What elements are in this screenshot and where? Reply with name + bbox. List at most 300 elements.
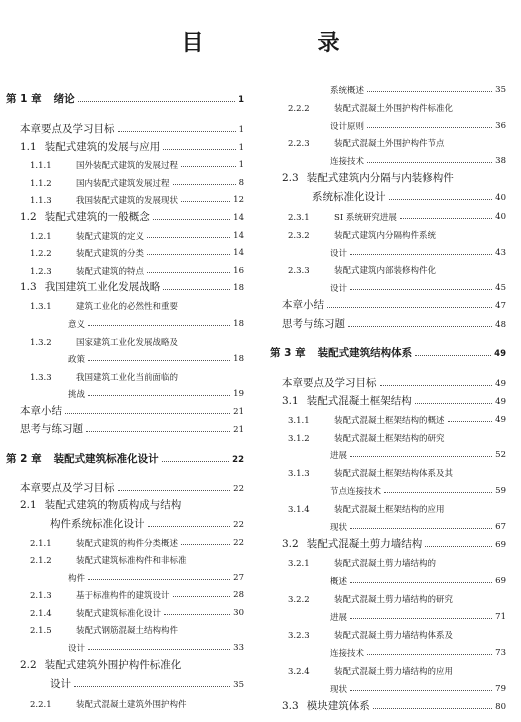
- toc-entry-text: 我国建筑工业化当前面临的: [76, 373, 179, 383]
- toc-entry-text: 构件系统标准化设计: [50, 518, 145, 530]
- toc-entry-text: 装配式建筑标准化设计: [76, 609, 162, 619]
- toc-entry-label: [30, 336, 178, 348]
- dot-leader: [74, 686, 230, 687]
- toc-entry[interactable]: [330, 151, 506, 167]
- toc-entry-text: 基于标准构件的建筑设计: [76, 591, 170, 601]
- toc-entry-label: [330, 647, 364, 659]
- toc-entry-text: 装配式建筑的分类: [76, 249, 145, 259]
- toc-entry-text: SI 系统研究进展: [334, 213, 397, 223]
- toc-entry-number: 2.1.5: [30, 626, 52, 636]
- dot-leader: [147, 254, 230, 255]
- toc-entry[interactable]: [30, 226, 244, 242]
- toc-entry-label: [20, 279, 160, 294]
- page-number: 30: [233, 608, 244, 618]
- toc-entry[interactable]: [20, 420, 244, 436]
- toc-entry-text: 装配式建筑的发展与应用: [44, 141, 161, 153]
- toc-entry-number: 2.1: [20, 499, 37, 511]
- toc-entry[interactable]: [288, 589, 506, 605]
- toc-entry-label: [330, 575, 347, 587]
- toc-entry[interactable]: [6, 90, 244, 106]
- page-number: 52: [495, 450, 506, 460]
- toc-entry[interactable]: [288, 499, 506, 515]
- toc-entry[interactable]: [282, 697, 506, 713]
- toc-entry-number: 1.1.3: [30, 196, 52, 206]
- toc-entry-text: 装配式混凝土剪力墙结构: [306, 538, 423, 550]
- toc-entry-text: 国内装配式建筑发展过程: [76, 179, 170, 189]
- toc-entry[interactable]: [330, 571, 506, 587]
- page-number: 49: [495, 379, 506, 389]
- toc-entry[interactable]: [330, 643, 506, 659]
- toc-entry-text: 连接技术: [330, 157, 365, 167]
- toc-entry-number: 2.1.1: [30, 539, 52, 549]
- toc-entry[interactable]: [288, 225, 506, 241]
- toc-entry-number: 2.1.3: [30, 591, 52, 601]
- toc-entry-label: [288, 629, 453, 641]
- toc-entry-number: 1.1.1: [30, 161, 52, 171]
- page-title: 目 录: [181, 30, 386, 56]
- page-number: 35: [233, 680, 244, 690]
- toc-entry[interactable]: [30, 367, 244, 383]
- toc-entry-text: 挑战: [68, 390, 86, 400]
- toc-entry-label: [330, 84, 364, 96]
- toc-entry-text: 现状: [330, 685, 348, 695]
- toc-entry-text: 装配式混凝土框架结构体系及其: [334, 469, 454, 479]
- toc-entry-label: [330, 485, 381, 497]
- dot-leader: [86, 431, 230, 432]
- dot-leader: [88, 395, 230, 396]
- toc-entry-text: 设计原则: [330, 122, 365, 132]
- toc-entry-text: 概述: [330, 577, 348, 587]
- toc-entry-label: [6, 91, 75, 106]
- toc-entry-text: 装配式混凝土建筑外围护构件: [76, 700, 187, 710]
- toc-entry[interactable]: [30, 332, 244, 348]
- toc-entry[interactable]: [30, 261, 244, 277]
- dot-leader: [118, 131, 236, 132]
- toc-entry-text: 装配式建筑结构体系: [317, 347, 413, 359]
- toc-entry[interactable]: [68, 314, 244, 330]
- toc-entry-label: [30, 159, 178, 171]
- toc-entry-number: 1.2.3: [30, 267, 52, 277]
- toc-entry[interactable]: [282, 315, 506, 331]
- toc-entry-text: 装配式建筑的定义: [76, 232, 145, 242]
- toc-entry-label: [30, 607, 161, 619]
- toc-entry-text: 设计: [330, 249, 348, 259]
- page-number: 14: [233, 213, 244, 223]
- toc-entry-label: [330, 120, 364, 132]
- toc-entry[interactable]: [330, 116, 506, 132]
- toc-entry[interactable]: [288, 410, 506, 426]
- toc-entry[interactable]: [20, 278, 244, 294]
- toc-entry[interactable]: [30, 243, 244, 259]
- dot-leader: [373, 708, 492, 709]
- page-number: 1: [238, 125, 244, 135]
- toc-entry[interactable]: [330, 243, 506, 259]
- toc-entry-label: [288, 229, 436, 241]
- page-number: 1: [238, 95, 244, 105]
- dot-leader: [78, 101, 235, 102]
- toc-entry[interactable]: [50, 515, 244, 531]
- toc-entry-text: 设计: [50, 678, 71, 690]
- toc-entry-label: [50, 676, 71, 691]
- toc-entry-label: [270, 345, 412, 360]
- dot-leader: [173, 184, 236, 185]
- toc-entry-text: 建筑工业化的必然性和重要: [76, 302, 179, 312]
- toc-entry-label: [330, 449, 347, 461]
- toc-entry-text: 系统标准化设计: [312, 191, 386, 203]
- toc-entry[interactable]: [330, 445, 506, 461]
- dot-leader: [350, 618, 492, 619]
- toc-entry-text: 装配式建筑的构件分类概述: [76, 539, 179, 549]
- toc-entry[interactable]: [288, 463, 506, 479]
- toc-entry-label: [6, 451, 159, 466]
- toc-entry-label: [30, 554, 187, 566]
- toc-entry-number: 3.1.4: [288, 505, 310, 515]
- toc-entry-number: 1.2.1: [30, 232, 52, 242]
- toc-entry-text: 装配式建筑标准构件和非标准: [76, 556, 187, 566]
- dot-leader: [163, 289, 230, 290]
- toc-entry-text: 装配式混凝土外围护构件标准化: [334, 104, 454, 114]
- toc-entry-number: 3.2.3: [288, 631, 310, 641]
- page-number: 16: [233, 266, 244, 276]
- toc-entry-number: 3.1.2: [288, 434, 310, 444]
- toc-entry-label: [20, 657, 181, 672]
- toc-entry-label: [68, 388, 85, 400]
- page-number: 14: [233, 231, 244, 241]
- toc-entry-number: 2.2: [20, 659, 37, 671]
- toc-entry-label: [330, 247, 347, 259]
- toc-entry-label: [288, 102, 453, 114]
- toc-entry-text: 装配式建筑外围护构件标准化: [44, 659, 182, 671]
- page-number: 40: [495, 212, 506, 222]
- toc-entry[interactable]: [68, 349, 244, 365]
- toc-entry[interactable]: [20, 208, 244, 224]
- page-number: 67: [495, 522, 506, 532]
- page-number: 27: [233, 573, 244, 583]
- toc-entry-text: 本章要点及学习目标: [20, 482, 115, 494]
- toc-entry-label: [20, 121, 115, 136]
- dot-leader: [448, 421, 493, 422]
- page-number: 43: [495, 248, 506, 258]
- toc-entry-text: 本章小结: [20, 405, 62, 417]
- page-number: 19: [233, 389, 244, 399]
- page-number: 28: [233, 590, 244, 600]
- toc-entry[interactable]: [30, 173, 244, 189]
- dot-leader: [181, 201, 230, 202]
- toc-entry-text: 绪论: [53, 93, 75, 105]
- toc-entry-number: 1.1: [20, 141, 37, 153]
- toc-entry-number: 2.2.1: [30, 700, 52, 710]
- toc-entry-number: 2.2.3: [288, 139, 310, 149]
- page-number: 35: [495, 85, 506, 95]
- dot-leader: [65, 413, 230, 414]
- toc-entry-number: 第 1 章: [6, 93, 42, 105]
- dot-leader: [163, 149, 235, 150]
- toc-entry-number: 3.1.3: [288, 469, 310, 479]
- toc-entry[interactable]: [330, 679, 506, 695]
- toc-entry-number: 2.1.4: [30, 609, 52, 619]
- page-number: 33: [233, 643, 244, 653]
- toc-entry-text: 装配式混凝土剪力墙结构的应用: [334, 667, 454, 677]
- page-number: 59: [495, 486, 506, 496]
- toc-entry-label: [288, 503, 445, 515]
- dot-leader: [350, 582, 492, 583]
- toc-entry-label: [282, 316, 345, 331]
- toc-entry-text: 装配式混凝土剪力墙结构的: [334, 559, 437, 569]
- toc-entry[interactable]: [30, 694, 244, 710]
- toc-entry-text: 模块建筑体系: [306, 700, 370, 712]
- dot-leader: [350, 690, 492, 691]
- toc-entry-number: 1.2.2: [30, 249, 52, 259]
- dot-leader: [153, 219, 230, 220]
- page-number: 22: [232, 455, 244, 465]
- toc-entry-text: 本章小结: [282, 299, 324, 311]
- page-number: 79: [495, 684, 506, 694]
- page-number: 36: [495, 121, 506, 131]
- page-number: 49: [494, 349, 506, 359]
- page-number: 22: [233, 520, 244, 530]
- dot-leader: [147, 272, 230, 273]
- toc-entry[interactable]: [20, 138, 244, 154]
- toc-entry-label: [50, 516, 145, 531]
- toc-entry-number: 2.3.2: [288, 231, 310, 241]
- toc-entry-text: 意义: [68, 320, 86, 330]
- toc-entry-label: [288, 593, 453, 605]
- toc-entry-label: [288, 557, 436, 569]
- toc-entry-label: [20, 421, 83, 436]
- dot-leader: [118, 490, 231, 491]
- dot-leader: [367, 654, 492, 655]
- toc-entry-label: [288, 665, 453, 677]
- dot-leader: [367, 127, 492, 128]
- toc-entry[interactable]: [330, 80, 506, 96]
- toc-entry[interactable]: [30, 533, 244, 549]
- toc-entry-label: [30, 300, 178, 312]
- toc-entry[interactable]: [330, 481, 506, 497]
- toc-entry-text: 装配式建筑的特点: [76, 267, 145, 277]
- dot-leader: [348, 326, 492, 327]
- dot-leader: [147, 237, 230, 238]
- toc-entry-text: 节点连接技术: [330, 487, 382, 497]
- toc-entry-label: [30, 371, 178, 383]
- toc-entry-number: 第 3 章: [270, 347, 306, 359]
- toc-entry[interactable]: [30, 550, 244, 566]
- toc-entry-label: [30, 624, 178, 636]
- toc-entry-label: [30, 589, 170, 601]
- toc-entry-text: 进展: [330, 613, 348, 623]
- toc-entry[interactable]: [288, 133, 506, 149]
- page-number: 80: [495, 702, 506, 712]
- toc-entry-label: [288, 137, 445, 149]
- page-number: 18: [233, 354, 244, 364]
- toc-entry-number: 1.2: [20, 211, 37, 223]
- toc-entry-label: [330, 611, 347, 623]
- toc-entry-text: 连接技术: [330, 649, 365, 659]
- dot-leader: [415, 403, 492, 404]
- toc-entry-text: 我国建筑工业化发展战略: [44, 281, 161, 293]
- dot-leader: [384, 492, 492, 493]
- toc-entry-text: 装配式钢筋混凝土结构构件: [76, 626, 179, 636]
- toc-entry-number: 2.3.1: [288, 213, 310, 223]
- toc-entry-text: 装配式建筑的物质构成与结构: [44, 499, 182, 511]
- toc-entry[interactable]: [30, 155, 244, 171]
- page-number: 14: [233, 248, 244, 258]
- toc-entry[interactable]: [68, 638, 244, 654]
- dot-leader: [164, 614, 230, 615]
- dot-leader: [400, 218, 492, 219]
- page-number: 49: [495, 415, 506, 425]
- toc-entry[interactable]: [30, 620, 244, 636]
- toc-entry[interactable]: [288, 661, 506, 677]
- toc-entry-label: [288, 432, 445, 444]
- toc-entry-label: [30, 265, 144, 277]
- toc-entry[interactable]: [68, 568, 244, 584]
- toc-entry-text: 本章要点及学习目标: [20, 123, 115, 135]
- page-number: 22: [233, 484, 244, 494]
- toc-entry[interactable]: [330, 278, 506, 294]
- toc-entry-number: 2.2.2: [288, 104, 310, 114]
- toc-entry[interactable]: [20, 656, 244, 672]
- toc-entry-label: [330, 282, 347, 294]
- toc-entry[interactable]: [282, 392, 506, 408]
- toc-entry-label: [68, 572, 85, 584]
- dot-leader: [389, 199, 493, 200]
- toc-entry[interactable]: [312, 188, 506, 204]
- toc-entry-label: [288, 467, 453, 479]
- toc-entry-number: 2.3: [282, 172, 299, 184]
- toc-entry-label: [30, 537, 178, 549]
- toc-entry[interactable]: [20, 479, 244, 495]
- toc-entry-number: 1.3.1: [30, 302, 52, 312]
- toc-entry-text: 思考与练习题: [282, 318, 345, 330]
- toc-entry-text: 装配式混凝土剪力墙结构体系及: [334, 631, 454, 641]
- toc-entry[interactable]: [30, 603, 244, 619]
- toc-entry-label: [20, 403, 62, 418]
- toc-entry-number: 3.2.2: [288, 595, 310, 605]
- toc-entry-text: 系统概述: [330, 86, 365, 96]
- dot-leader: [350, 289, 492, 290]
- toc-entry-label: [20, 209, 150, 224]
- toc-entry-number: 3.1: [282, 395, 299, 407]
- toc-entry[interactable]: [288, 553, 506, 569]
- toc-entry-label: [288, 414, 445, 426]
- toc-entry-text: 国外装配式建筑的发展过程: [76, 161, 179, 171]
- toc-entry[interactable]: [330, 607, 506, 623]
- page-number: 18: [233, 283, 244, 293]
- toc-entry-label: [282, 393, 412, 408]
- page-number: 47: [495, 301, 506, 311]
- toc-entry-label: [330, 521, 347, 533]
- page-number: 1: [238, 160, 244, 170]
- toc-entry[interactable]: [282, 374, 506, 390]
- toc-entry-text: 装配式建筑内部装修构件化: [334, 266, 437, 276]
- toc-entry-number: 2.1.2: [30, 556, 52, 566]
- toc-entry-text: 装配式混凝土框架结构的应用: [334, 505, 445, 515]
- page-number: 18: [233, 319, 244, 329]
- toc-entry-label: [30, 247, 144, 259]
- toc-entry-label: [282, 170, 454, 185]
- page-number: 12: [233, 195, 244, 205]
- page-number: 45: [495, 283, 506, 293]
- toc-entry[interactable]: [68, 384, 244, 400]
- dot-leader: [350, 254, 492, 255]
- toc-entry-text: 装配式混凝土框架结构的研究: [334, 434, 445, 444]
- toc-entry-number: 1.3: [20, 281, 37, 293]
- toc-entry-label: [20, 139, 160, 154]
- toc-entry[interactable]: [282, 296, 506, 312]
- toc-entry[interactable]: [330, 517, 506, 533]
- toc-entry-text: 装配式建筑的一般概念: [44, 211, 150, 223]
- dot-leader: [367, 91, 492, 92]
- toc-entry-label: [282, 698, 370, 713]
- toc-entry[interactable]: [30, 585, 244, 601]
- toc-entry-number: 1.1.2: [30, 179, 52, 189]
- toc-entry-label: [330, 683, 347, 695]
- dot-leader: [88, 360, 230, 361]
- toc-entry[interactable]: [288, 98, 506, 114]
- toc-entry-number: 3.3: [282, 700, 299, 712]
- toc-entry-text: 装配式建筑内分隔与内装修构件: [306, 172, 454, 184]
- dot-leader: [173, 596, 231, 597]
- toc-entry-number: 3.2.1: [288, 559, 310, 569]
- toc-entry[interactable]: [282, 169, 506, 185]
- toc-entry-label: [282, 536, 422, 551]
- toc-entry-label: [288, 264, 436, 276]
- dot-leader: [88, 579, 230, 580]
- page-number: 48: [495, 320, 506, 330]
- toc-entry-text: 设计: [68, 644, 86, 654]
- toc-entry[interactable]: [270, 344, 506, 360]
- toc-entry[interactable]: [50, 675, 244, 691]
- toc-entry-label: [288, 211, 397, 223]
- toc-entry[interactable]: [288, 625, 506, 641]
- page-number: 73: [495, 648, 506, 658]
- page-number: 8: [238, 178, 244, 188]
- toc-entry[interactable]: [288, 207, 506, 223]
- toc-entry-label: [312, 189, 386, 204]
- toc-entry-text: 装配式建筑内分隔构件系统: [334, 231, 437, 241]
- toc-entry-text: 国家建筑工业化发展战略及: [76, 338, 179, 348]
- page-number: 71: [495, 612, 506, 622]
- page-number: 38: [495, 156, 506, 166]
- page-number: 21: [233, 407, 244, 417]
- toc-entry-text: 我国装配式建筑的发展现状: [76, 196, 179, 206]
- toc-entry-text: 现状: [330, 523, 348, 533]
- dot-leader: [425, 546, 492, 547]
- dot-leader: [350, 456, 492, 457]
- dot-leader: [181, 544, 230, 545]
- toc-entry[interactable]: [282, 535, 506, 551]
- toc-entry[interactable]: [20, 120, 244, 136]
- toc-entry[interactable]: [20, 402, 244, 418]
- toc-entry-label: [30, 194, 178, 206]
- toc-entry-label: [68, 642, 85, 654]
- toc-entry[interactable]: [20, 496, 244, 512]
- dot-leader: [415, 355, 491, 356]
- toc-entry[interactable]: [288, 428, 506, 444]
- page-number: 1: [238, 143, 244, 153]
- page-number: 49: [495, 397, 506, 407]
- toc-entry-text: 装配式混凝土外围护构件节点: [334, 139, 445, 149]
- toc-entry-text: 装配式混凝土框架结构的概述: [334, 416, 445, 426]
- toc-entry[interactable]: [6, 450, 244, 466]
- toc-entry[interactable]: [30, 296, 244, 312]
- toc-entry[interactable]: [30, 190, 244, 206]
- dot-leader: [380, 385, 493, 386]
- dot-leader: [88, 325, 230, 326]
- toc-entry-number: 3.2.4: [288, 667, 310, 677]
- toc-entry-label: [282, 375, 377, 390]
- toc-entry[interactable]: [288, 260, 506, 276]
